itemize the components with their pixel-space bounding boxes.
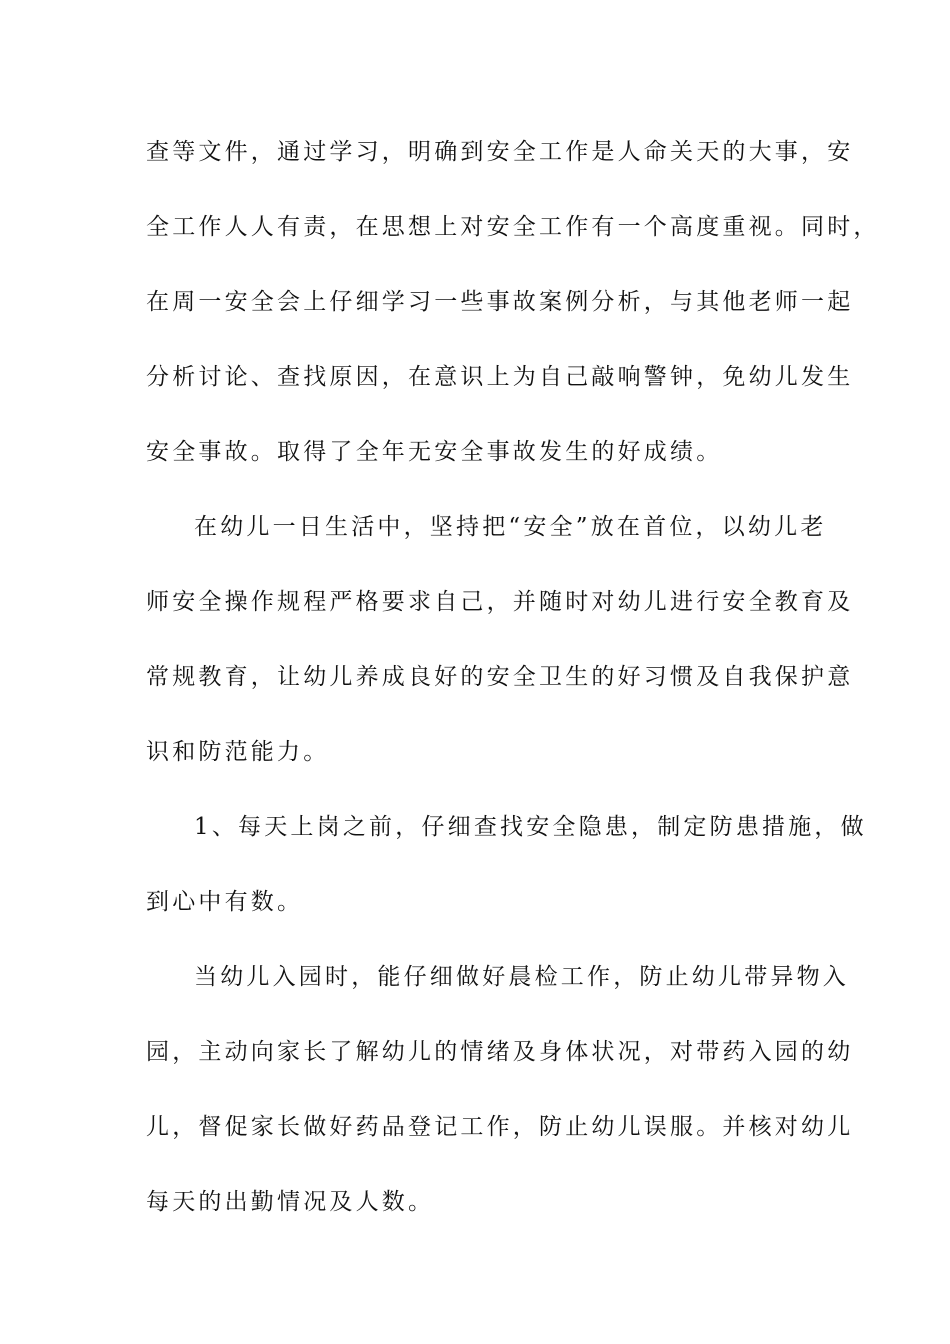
text-line: 查等文件，通过学习，明确到安全工作是人命关天的大事，安 — [146, 139, 854, 165]
text-line: 师安全操作规程严格要求自己，并随时对幼儿进行安全教育及 — [146, 589, 854, 615]
text-line: 分析讨论、查找原因，在意识上为自己敲响警钟，免幼儿发生 — [146, 364, 854, 390]
text-line: 在周一安全会上仔细学习一些事故案例分析，与其他老师一起 — [146, 289, 854, 315]
text-line: 安全事故。取得了全年无安全事故发生的好成绩。 — [146, 439, 723, 465]
text-line: 识和防范能力。 — [146, 739, 330, 765]
text-line: 园，主动向家长了解幼儿的情绪及身体状况，对带药入园的幼 — [146, 1039, 854, 1065]
paragraph-first-line: 在幼儿一日生活中，坚持把“安全”放在首位，以幼儿老 — [194, 514, 827, 540]
text-line: 每天的出勤情况及人数。 — [146, 1189, 435, 1215]
text-line: 全工作人人有责，在思想上对安全工作有一个高度重视。同时， — [146, 214, 880, 240]
list-item-first-line: 1、每天上岗之前，仔细查找安全隐患，制定防患措施，做 — [194, 814, 867, 840]
text-line: 到心中有数。 — [146, 889, 304, 915]
text-line: 常规教育，让幼儿养成良好的安全卫生的好习惯及自我保护意 — [146, 664, 854, 690]
text-line: 儿，督促家长做好药品登记工作，防止幼儿误服。并核对幼儿 — [146, 1114, 854, 1140]
paragraph-first-line: 当幼儿入园时，能仔细做好晨检工作，防止幼儿带异物入 — [194, 964, 849, 990]
